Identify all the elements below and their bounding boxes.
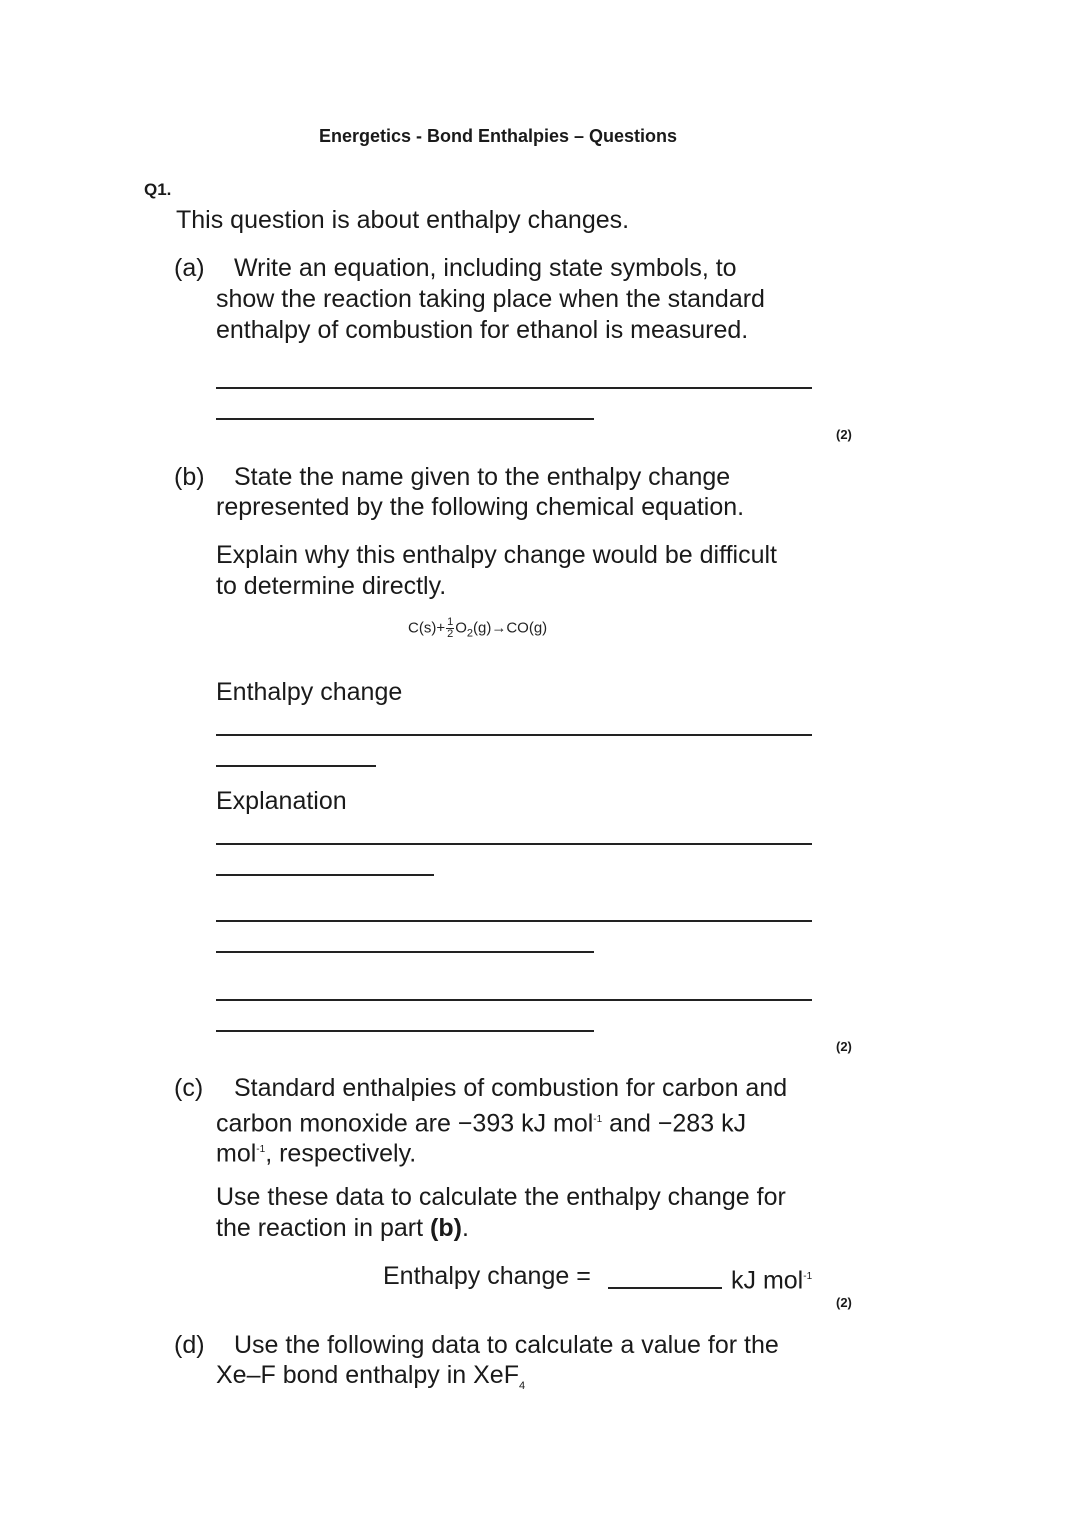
part-c-text-3a: mol (216, 1139, 257, 1168)
fraction-half (446, 617, 454, 640)
part-b-label: (b) (174, 463, 205, 491)
equation-right: (g)→CO(g) (473, 619, 548, 637)
answer-line-b-enthalpy-2[interactable] (216, 765, 376, 767)
part-d-label: (d) (174, 1331, 205, 1359)
part-c-use-2c: . (461, 1214, 469, 1242)
answer-line-b-explain-4[interactable] (216, 951, 594, 953)
part-c-label: (c) (174, 1074, 204, 1102)
part-b-text-1: State the name given to the enthalpy change (234, 463, 731, 491)
part-c-text-1: Standard enthalpies of combustion for carbon and (234, 1074, 788, 1102)
part-d-text-1: Use the following data to calculate a value for the (234, 1331, 779, 1359)
part-a-first-line (174, 253, 737, 284)
enthalpy-change-label: Enthalpy change (216, 678, 403, 706)
part-b-text-2: represented by the following chemical equation. (216, 493, 745, 521)
answer-unit-c (731, 1261, 812, 1296)
part-d-text-2a: Xe–F bond enthalpy in XeF (216, 1361, 519, 1389)
part-d-first-line (174, 1330, 779, 1361)
marks-c: (2) (836, 1295, 852, 1310)
part-c-use-2 (216, 1213, 469, 1244)
part-b-first-line (174, 462, 730, 493)
answer-line-a-1[interactable] (216, 387, 812, 389)
question-number: Q1. (144, 180, 172, 199)
part-c-first-line (174, 1073, 787, 1104)
superscript-minus-one: -1 (803, 1271, 813, 1282)
part-b-explain-2: to determine directly. (216, 572, 447, 600)
unit-text: kJ mol (731, 1266, 804, 1295)
answer-line-b-enthalpy-1[interactable] (216, 734, 812, 736)
part-c-text-2a: carbon monoxide are −393 kJ mol (216, 1109, 594, 1138)
part-a-text-2: show the reaction taking place when the standard (216, 285, 765, 313)
part-c-use-2a: the reaction in part (216, 1214, 431, 1242)
part-b-reference: (b) (430, 1214, 462, 1242)
subscript-four: 4 (518, 1380, 526, 1392)
fraction-numerator: 1 (447, 616, 454, 628)
part-c-text-3 (216, 1134, 416, 1169)
part-c-text-2b: and −283 kJ (602, 1109, 747, 1138)
part-a-label: (a) (174, 254, 205, 282)
chemical-equation (408, 617, 547, 640)
part-a-text-3: enthalpy of combustion for ethanol is measured. (216, 316, 749, 344)
part-c-text-3b: , respectively. (265, 1139, 417, 1168)
superscript-minus-one: -1 (593, 1114, 603, 1125)
fraction-denominator: 2 (447, 628, 454, 640)
explanation-label: Explanation (216, 787, 347, 815)
superscript-minus-one: -1 (256, 1144, 266, 1155)
marks-b: (2) (836, 1039, 852, 1054)
part-c-use-1: Use these data to calculate the enthalpy change for (216, 1183, 786, 1211)
marks-a: (2) (836, 427, 852, 442)
answer-line-b-explain-6[interactable] (216, 1030, 594, 1032)
equation-subscript: 2 (466, 627, 474, 640)
question-intro: This question is about enthalpy changes. (176, 206, 630, 234)
equation-oxygen: O (455, 619, 467, 637)
part-b-explain-1: Explain why this enthalpy change would be difficult (216, 541, 777, 569)
answer-line-b-explain-1[interactable] (216, 843, 812, 845)
part-d-text-2 (216, 1360, 525, 1402)
answer-line-a-2[interactable] (216, 418, 594, 420)
equation-left: C(s)+ (408, 619, 446, 637)
page-title: Energetics - Bond Enthalpies – Questions (318, 126, 678, 146)
answer-line-b-explain-5[interactable] (216, 999, 812, 1001)
answer-line-b-explain-3[interactable] (216, 920, 812, 922)
answer-label-c: Enthalpy change = (383, 1262, 591, 1290)
answer-line-c[interactable] (608, 1287, 722, 1289)
answer-line-b-explain-2[interactable] (216, 874, 434, 876)
part-a-text-1: Write an equation, including state symbols, to (234, 254, 737, 282)
